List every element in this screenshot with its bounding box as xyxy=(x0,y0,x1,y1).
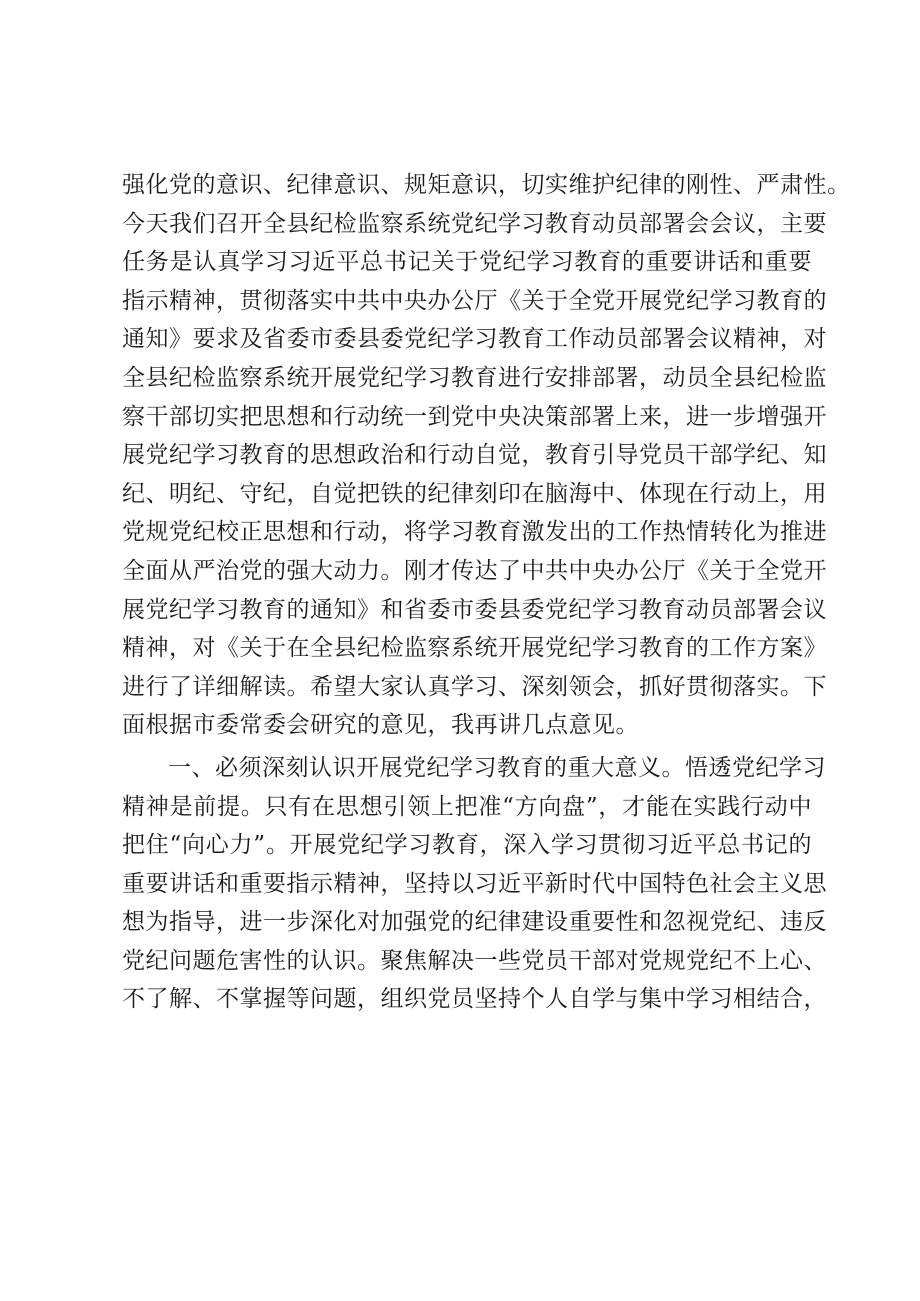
paragraph-2 xyxy=(122,749,827,1019)
text-line: 全县纪检监察系统开展党纪学习教育进行安排部署，动员全县纪检监 xyxy=(122,364,827,391)
text-line: 党纪问题危害性的认识。聚焦解决一些党员干部对党规党纪不上心、 xyxy=(122,947,827,974)
text-line: 党规党纪校正思想和行动，将学习教育激发出的工作热情转化为推进 xyxy=(122,519,827,546)
text-line: 纪、明纪、守纪，自觉把铁的纪律刻印在脑海中、体现在行动上，用 xyxy=(122,480,827,507)
text-line: 进行了详细解读。希望大家认真学习、深刻领会，抓好贯彻落实。下 xyxy=(122,673,827,700)
text-line: 精神，对《关于在全县纪检监察系统开展党纪学习教育的工作方案》 xyxy=(122,635,827,662)
text-line: 重要讲话和重要指示精神，坚持以习近平新时代中国特色社会主义思 xyxy=(122,870,827,897)
text-line: 指示精神，贯彻落实中共中央办公厅《关于全党开展党纪学习教育的 xyxy=(122,287,827,314)
text-line: 展党纪学习教育的通知》和省委市委县委党纪学习教育动员部署会议 xyxy=(122,596,827,623)
text-line: 精神是前提。只有在思想引领上把准“方向盘”，才能在实践行动中 xyxy=(122,793,812,820)
text-line: 通知》要求及省委市委县委党纪学习教育工作动员部署会议精神，对 xyxy=(122,326,827,353)
text-line: 全面从严治党的强大动力。刚才传达了中共中央办公厅《关于全党开 xyxy=(122,557,827,584)
text-line: 想为指导，进一步深化对加强党的纪律建设重要性和忽视党纪、违反 xyxy=(122,909,827,936)
text-line: 察干部切实把思想和行动统一到党中央决策部署上来，进一步增强开 xyxy=(122,403,827,430)
text-line: 把住“向心力”。开展党纪学习教育，深入学习贯彻习近平总书记的 xyxy=(122,832,812,859)
text-line: 强化党的意识、纪律意识、规矩意识，切实维护纪律的刚性、严肃性。 xyxy=(122,172,851,198)
text-line: 不了解、不掌握等问题，组织党员坚持个人自学与集中学习相结合， xyxy=(122,986,827,1013)
paragraph-1 xyxy=(122,166,851,745)
document-body xyxy=(122,166,851,1019)
text-line: 今天我们召开全县纪检监察系统党纪学习教育动员部署会会议，主要 xyxy=(122,210,827,237)
text-line: 面根据市委常委会研究的意见，我再讲几点意见。 xyxy=(122,712,639,739)
text-line: 一、必须深刻认识开展党纪学习教育的重大意义。悟透党纪学习 xyxy=(168,754,826,781)
text-line: 任务是认真学习习近平总书记关于党纪学习教育的重要讲话和重要 xyxy=(122,249,812,276)
text-line: 展党纪学习教育的思想政治和行动自觉，教育引导党员干部学纪、知 xyxy=(122,442,827,469)
